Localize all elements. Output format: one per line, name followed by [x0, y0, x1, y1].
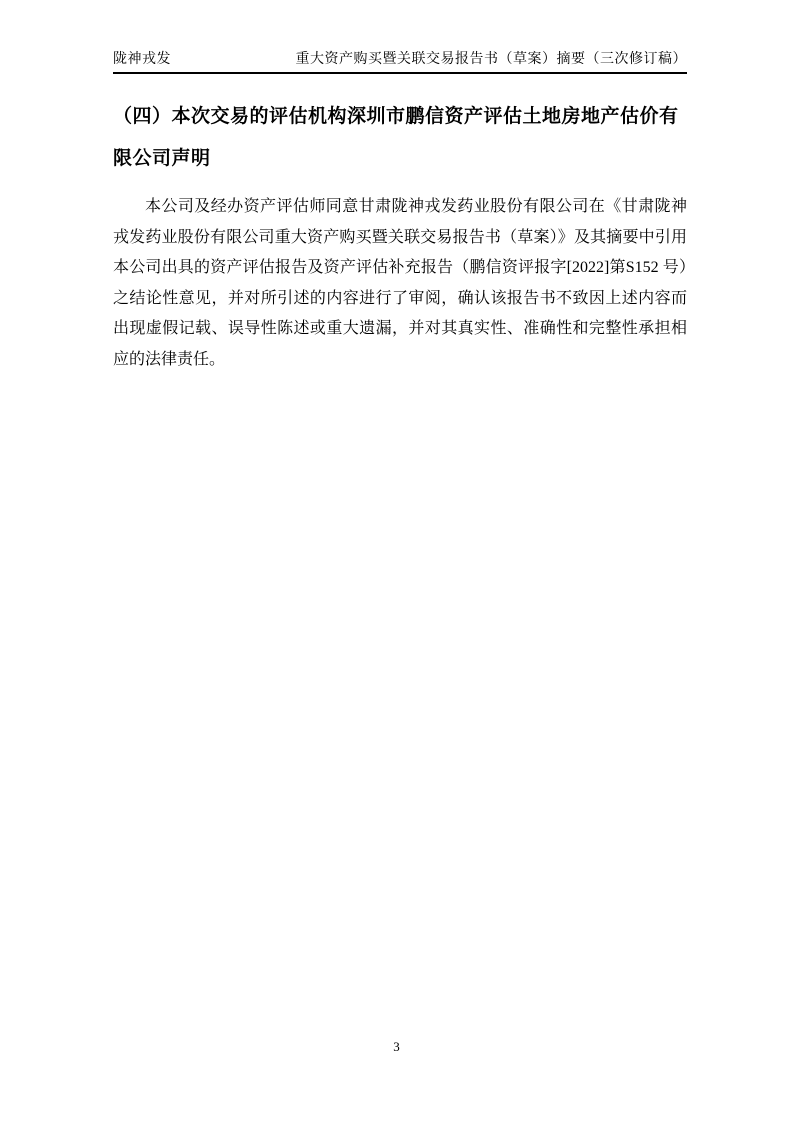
section-heading: （四）本次交易的评估机构深圳市鹏信资产评估土地房地产估价有限公司声明: [113, 106, 679, 169]
header-company-name: 陇神戎发: [113, 52, 171, 67]
page-content: [113, 74, 687, 375]
page-footer: [0, 1038, 793, 1056]
header-document-title: 重大资产购买暨关联交易报告书（草案）摘要（三次修订稿）: [295, 52, 687, 67]
page-number: 3: [393, 1039, 400, 1054]
page-header: [113, 50, 687, 74]
declaration-paragraph: 本公司及经办资产评估师同意甘肃陇神戎发药业股份有限公司在《甘肃陇神戎发药业股份有限公司重大资产购买暨关联交易报告书（草案）》及其摘要中引用本公司出具的资产评估报告及资产评估补充报告（鹏信资评报字[2022]第S152 号）之结论性意见，并对所引述的内容进行了审阅，确认该报告书不致因上述内容而出现虚假记载、误导性陈述或重大遗漏，并对其真实性、准确性和完整性承担相应的法律责任。: [113, 198, 687, 368]
